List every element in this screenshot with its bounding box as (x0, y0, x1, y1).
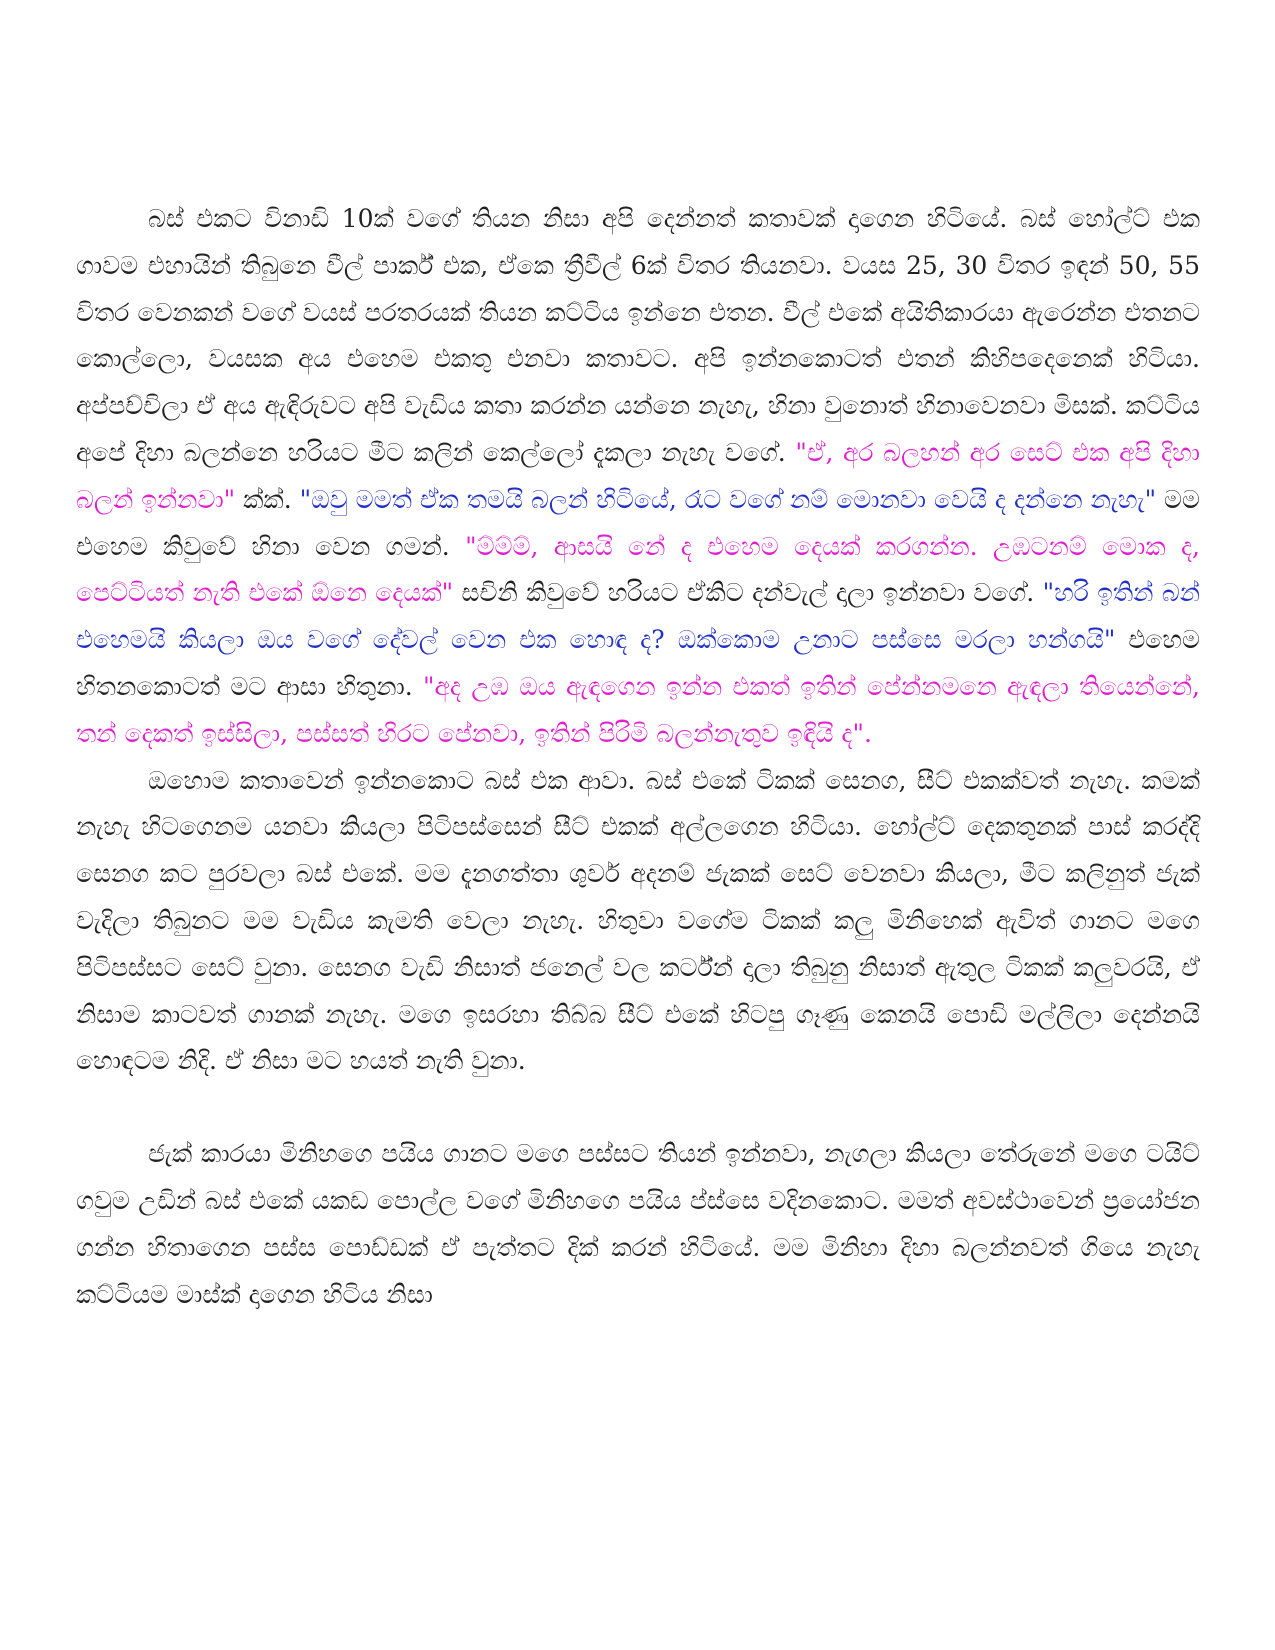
text-span: ජැක් කාරයා මිනිහගෙ පයිය ගානට මගෙ පස්සට තියන් ඉන්නවා, නැගලා කියලා තේරුනේ මගෙ ටයිට් ගවුම උඩින් බස් එකේ යකඩ පොල්ල වගේ මිනිහගෙ පයිය ප්ස්සෙ වදිනකොට. මමත් අවස්ථාවෙන් ප්‍රයෝජන ගන්න හිතාගෙන පස්ස පොඩ්ඩක් ඒ පැත්තට දික් කරන් හිටියේ. මම මිනිහා දිහා බලන්නවත් ගියෙ නැහැ කට්ටියම මාස්ක් දාගෙන හිටිය නිසා (76, 1139, 1200, 1309)
paragraph-1 (76, 196, 1200, 758)
speech-span-pink: "අද උඹ ඔය ඇඳගෙන ඉන්න එකත් ඉතින් පේන්නමනෙ ඇඳලා තියෙන්නේ, තන් දෙකත් ඉස්සිලා, පස්සත් හිරට පේනවා, ඉතින් පිරිමි බලන්නැතුව ඉඳියි ද". (76, 671, 1200, 748)
text-span: ඔහොම කතාවෙන් ඉන්නකොට බස් එක ආවා. බස් එකේ ටිකක් සෙනග, සීට් එකක්වත් නැහැ. කමක් නැහැ හිටගෙනම යනවා කියලා පිටිපස්සෙන් සීට් එකක් අල්ලගෙන හිටියා. හෝල්ට් දෙකතුනක් පාස් කරද්දි සෙනග කට පුරවලා බස් එකේ. මම දැනගත්තා ශුවර් අදනම් ජැකක් සෙට් වෙනවා කියලා, මීට කලිනුත් ජැක් වැදිලා තිබුනට මම වැඩිය කැමති වෙලා නැහැ. හිතුවා වගේම ටිකක් කලු මිනිහෙක් ඇවිත් ගානට මගෙ පිටිපස්සට සෙට් වුනා. සෙනග වැඩි නිසාත් ජනෙල් වල කර්ට්න් දාලා තිබුනු නිසාත් ඇතුල ටිකක් කලුවරයි, ඒ නිසාම කාටවත් ගානක් නැහැ. මගෙ ඉසරහා තිබ්බ සීට් එකේ හිටපු ගෑණු කෙනයි පොඩි මල්ලිලා දෙන්නයි හොඳටම නිදි. ඒ නිසා මට හයත් නැති වුනා. (76, 765, 1200, 1076)
text-span: ක්ක්. (235, 484, 300, 514)
text-span: බස් එකට විනාඩි 10ක් වගේ තියන නිසා අපි දෙන්නත් කතාවක් දාගෙන හිටියේ. බස් හෝල්ට් එක ගාවම එහායින් තිබුනෙ වීල් පාර්ක් එක, ඒකෙ ත්‍රීවීල් 6ක් විතර තියනවා. වයස 25, 30 විතර ඉඳන් 50, 55 විතර වෙනකන් වගේ වයස් පරතරයක් තියන කට්ටිය ඉන්නෙ එතන. වීල් එකේ අයිතිකාරයා ඇරෙන්න එතනට කොල්ලො, වයසක අය එහෙම එකතු එනවා කතාවට. අපි ඉන්නකොටත් එතන් කිහිපදෙනෙක් හිටියා. අප්පච්චිලා ඒ අය ඇඳිරුවට අපි වැඩිය කතා කරන්න යන්නෙ නැහැ, හිනා වුනොත් හිනාවෙනවා මිසක්. කට්ටිය අපේ දිහා බලන්නෙ හරියට මීට කලින් කෙල්ලෝ දැකලා නැහැ වගේ. (76, 204, 1200, 467)
speech-span-pink: "ඒ, අර බලහන් අර සෙට් එක අපි දිහා බලන් ඉන්නවා" (76, 437, 1200, 514)
document-body (76, 196, 1200, 1318)
text-span: සචිනි කිවුවේ හරියට ඒකිට දන්වැල් දාලා ඉන්නවා වගේ. (453, 578, 1043, 608)
text-span: එහෙම හිතනකොටත් මට ආසා හිතුනා. (76, 625, 1200, 701)
paragraph-3 (76, 1131, 1200, 1318)
paragraph-2 (76, 758, 1200, 1086)
speech-span-pink: "ම්ම්ම්, ආසයි නේ ද එහෙම දෙයක් කරගන්න. උඹටනම් මොක ද, පෙට්ටියත් නැති එකේ ඕනෙ දෙයක්" (76, 531, 1200, 608)
speech-span-blue: "හරි ඉතින් බන් එහෙමයි කියලා ඔය වගේ දේවල් වෙන එක හොඳ ද? ඔක්කොම උනාට පස්සෙ මරලා හන්ගයි" (76, 578, 1200, 655)
text-span: මම එහෙම කිවුවේ හිනා වෙන ගමන්. (76, 484, 1200, 561)
speech-span-blue: "ඔවු මමත් ඒක තමයි බලන් හිටියේ, රෑට වගේ නම් මොනවා වෙයි ද දන්නෙ නැහැ" (299, 484, 1157, 514)
